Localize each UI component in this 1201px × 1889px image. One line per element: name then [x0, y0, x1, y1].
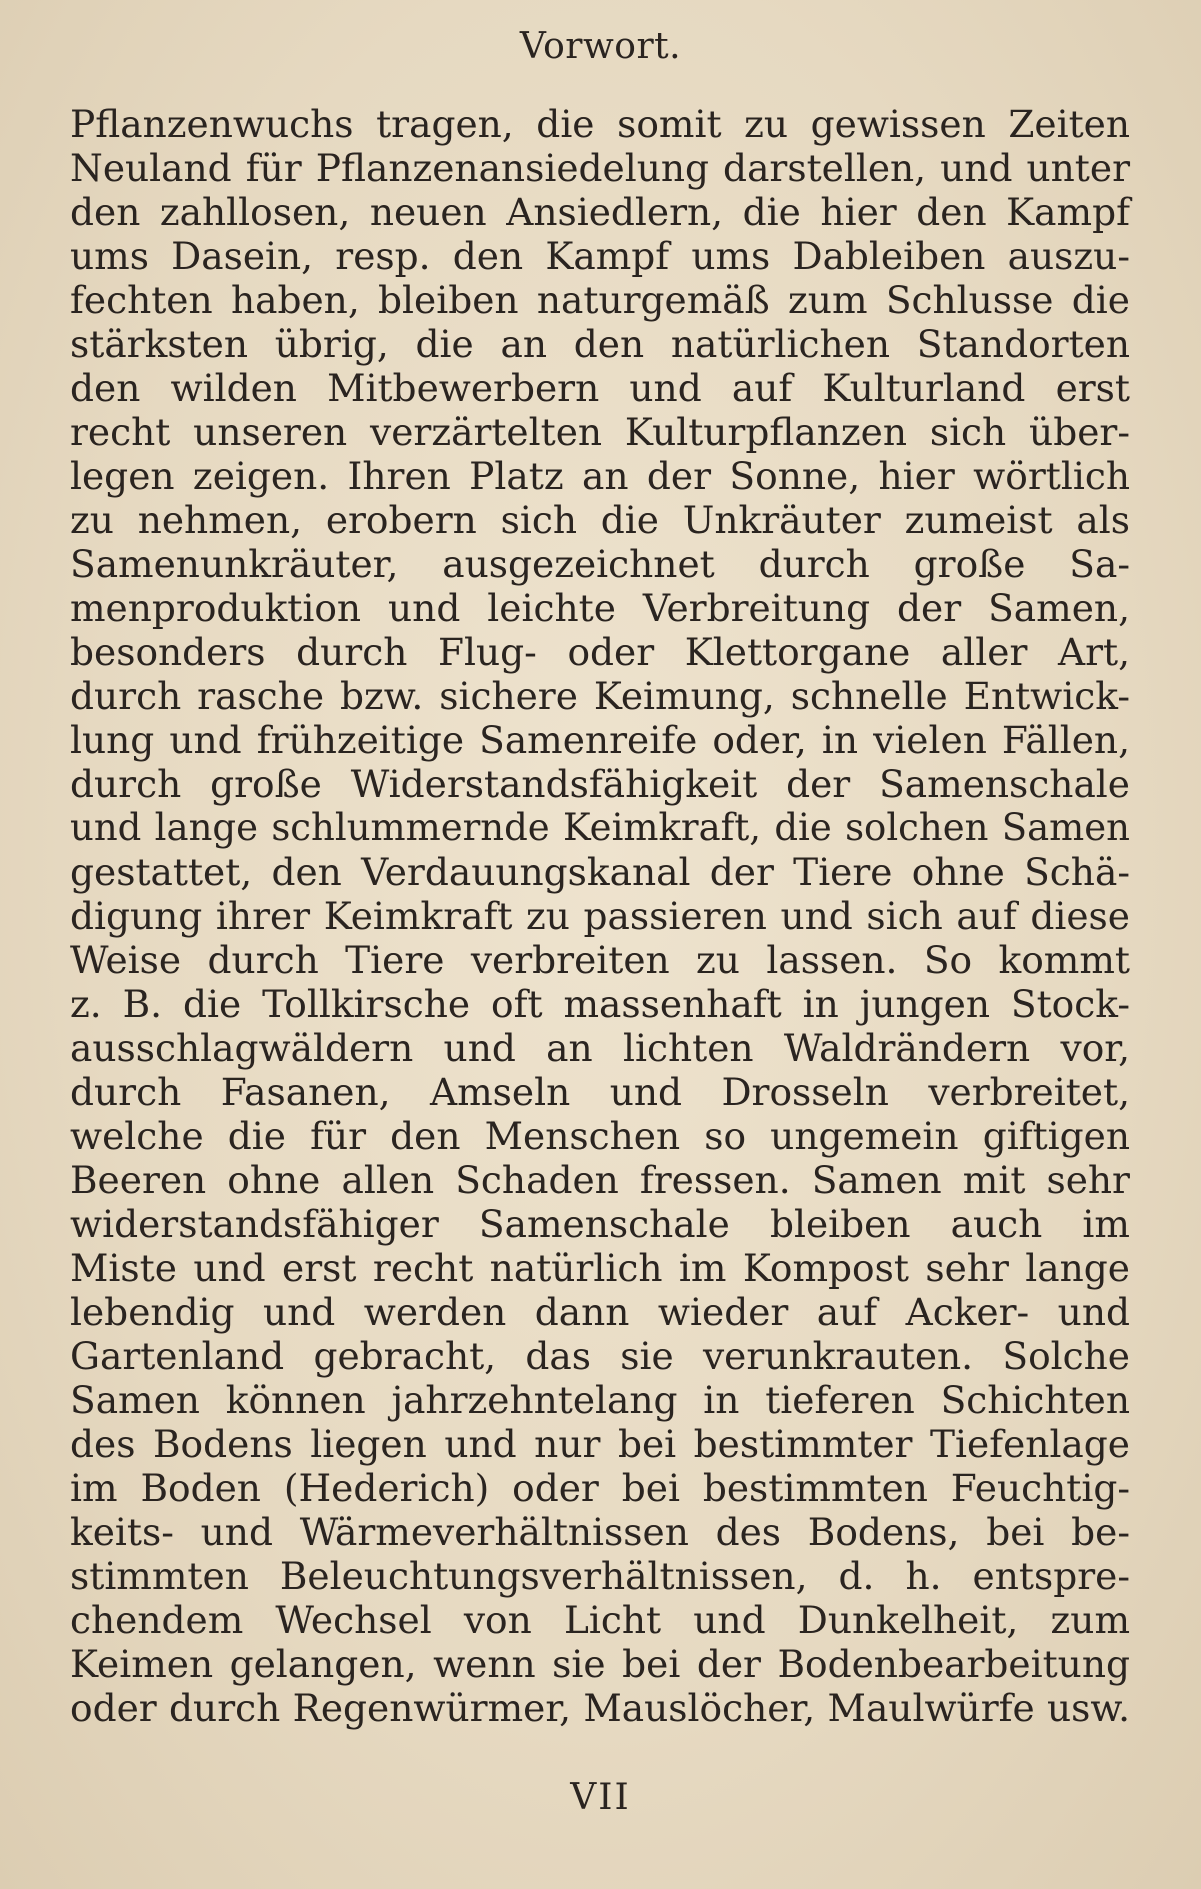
text-line: durch rasche bzw. sichere Keimung, schnelle Entwick-: [70, 674, 1130, 718]
text-line: gestattet, den Verdauungskanal der Tiere ohne Schä-: [70, 850, 1130, 894]
text-line: keits- und Wärmeverhältnissen des Bodens, bei be-: [70, 1510, 1130, 1554]
text-line: ausschlagwäldern und an lichten Waldrändern vor,: [70, 1026, 1130, 1070]
text-line: zu nehmen, erobern sich die Unkräuter zumeist als: [70, 498, 1130, 542]
text-line: Samenunkräuter, ausgezeichnet durch große Sa-: [70, 542, 1130, 586]
text-line: digung ihrer Keimkraft zu passieren und sich auf diese: [70, 894, 1130, 938]
text-line: und lange schlummernde Keimkraft, die solchen Samen: [70, 806, 1130, 849]
text-line: stimmten Beleuchtungsverhältnissen, d. h. entspre-: [70, 1554, 1130, 1598]
text-line: chendem Wechsel von Licht und Dunkelheit, zum: [70, 1598, 1130, 1642]
text-line: den zahllosen, neuen Ansiedlern, die hier den Kampf: [70, 190, 1130, 234]
text-line: welche die für den Menschen so ungemein giftigen: [70, 1114, 1130, 1158]
text-line: menproduktion und leichte Verbreitung der Samen,: [70, 586, 1130, 630]
text-line: ums Dasein, resp. den Kampf ums Dableiben auszu-: [70, 234, 1130, 278]
text-line: widerstandsfähiger Samenschale bleiben auch im: [70, 1202, 1130, 1246]
body-text: [70, 102, 1130, 1730]
text-line: Keimen gelangen, wenn sie bei der Bodenbearbeitung: [70, 1642, 1130, 1686]
text-line: z. B. die Tollkirsche oft massenhaft in jungen Stock-: [70, 982, 1130, 1026]
text-line: durch große Widerstandsfähigkeit der Samenschale: [70, 762, 1130, 806]
text-line: besonders durch Flug- oder Klettorgane aller Art,: [70, 630, 1130, 674]
page-number: VII: [570, 1777, 631, 1818]
text-line: recht unseren verzärtelten Kulturpflanzen sich über-: [70, 410, 1130, 454]
text-line: den wilden Mitbewerbern und auf Kulturland erst: [70, 366, 1130, 410]
text-line: legen zeigen. Ihren Platz an der Sonne, hier wörtlich: [70, 454, 1130, 498]
text-line: Weise durch Tiere verbreiten zu lassen. So kommt: [70, 938, 1130, 982]
text-line: lebendig und werden dann wieder auf Acker- und: [70, 1290, 1130, 1334]
running-head: Vorwort.: [519, 26, 682, 67]
text-line: lung und frühzeitige Samenreife oder, in vielen Fällen,: [70, 718, 1130, 762]
text-line: Miste und erst recht natürlich im Kompost sehr lange: [70, 1246, 1130, 1290]
text-line: Pflanzenwuchs tragen, die somit zu gewissen Zeiten: [70, 102, 1130, 146]
text-line: Beeren ohne allen Schaden fressen. Samen mit sehr: [70, 1158, 1130, 1202]
text-line: Neuland für Pflanzenansiedelung darstellen, und unter: [70, 146, 1130, 190]
text-line: im Boden (Hederich) oder bei bestimmten Feuchtig-: [70, 1466, 1130, 1510]
text-line: durch Fasanen, Amseln und Drosseln verbreitet,: [70, 1070, 1130, 1114]
text-line: Samen können jahrzehntelang in tieferen Schichten: [70, 1378, 1130, 1422]
text-line: Gartenland gebracht, das sie verunkrauten. Solche: [70, 1334, 1130, 1378]
text-line: stärksten übrig, die an den natürlichen Standorten: [70, 322, 1130, 366]
text-line: des Bodens liegen und nur bei bestimmter Tiefenlage: [70, 1422, 1130, 1466]
text-line: oder durch Regenwürmer, Mauslöcher, Maulwürfe usw.: [70, 1686, 1130, 1730]
text-line: fechten haben, bleiben naturgemäß zum Schlusse die: [70, 278, 1130, 322]
